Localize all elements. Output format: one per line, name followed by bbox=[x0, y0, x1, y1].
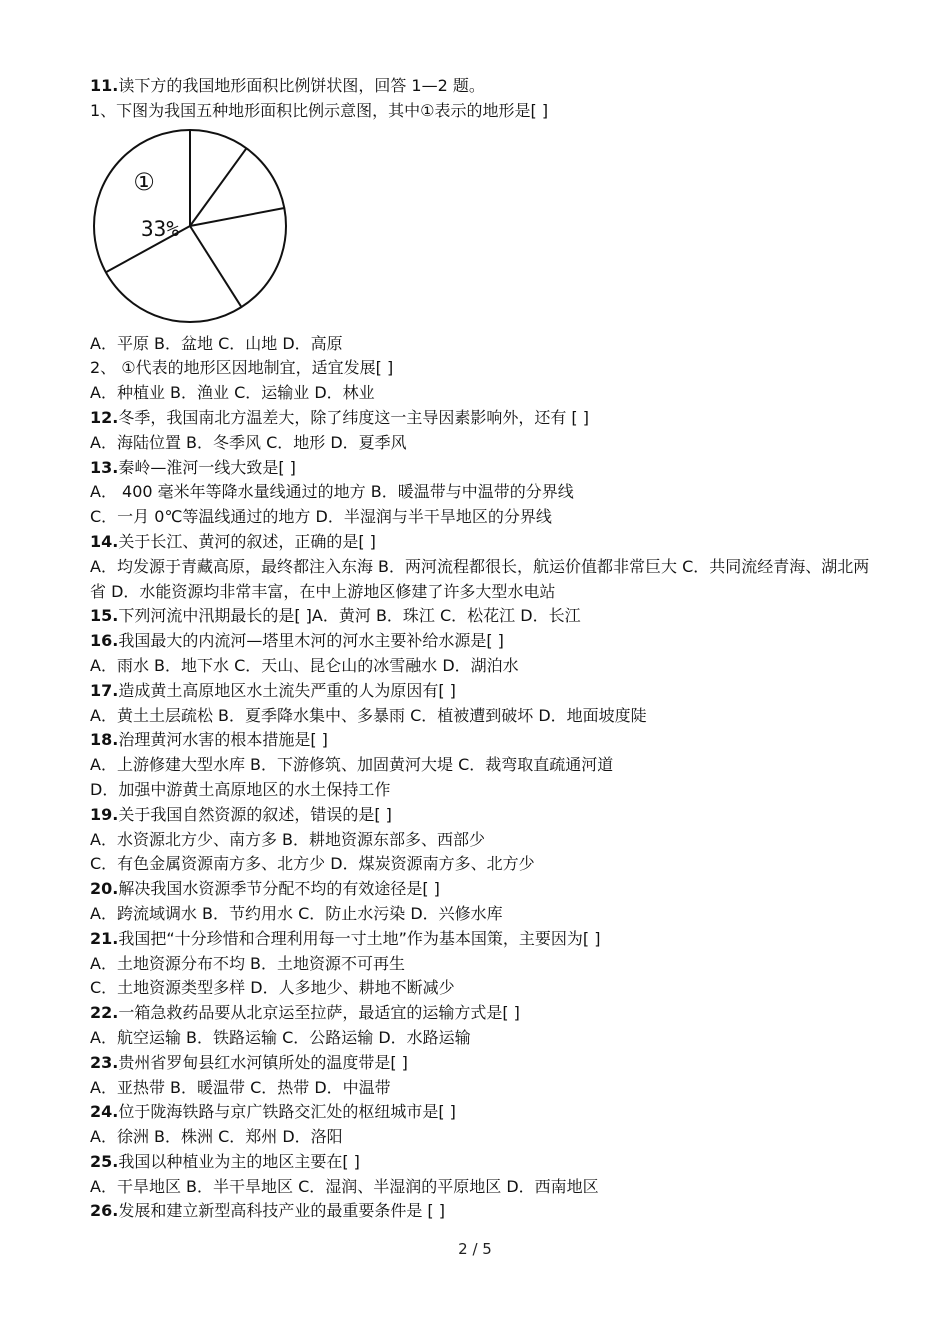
question-number: 11. bbox=[90, 76, 119, 95]
question-number: 22. bbox=[90, 1003, 119, 1023]
line-text: A．种植业 B．渔业 C．运输业 D．林业 bbox=[90, 383, 375, 403]
text-line bbox=[90, 431, 880, 456]
text-line bbox=[90, 902, 880, 927]
line-text: A．雨水 B．地下水 C．天山、昆仑山的冰雪融水 D．湖泊水 bbox=[90, 655, 519, 675]
text-line bbox=[90, 530, 880, 555]
line-text: D．加强中游黄土高原地区的水土保持工作 bbox=[90, 779, 391, 799]
text-line bbox=[90, 728, 880, 753]
text-line bbox=[90, 406, 880, 431]
line-text: C．土地资源类型多样 D．人多地少、耕地不断减少 bbox=[90, 978, 455, 998]
line-text: 我国以种植业为主的地区主要在[ ] bbox=[118, 1151, 360, 1171]
text-line bbox=[90, 629, 880, 654]
text-line bbox=[90, 99, 880, 124]
line-text: A．水资源北方少、南方多 B．耕地资源东部多、西部少 bbox=[90, 829, 486, 849]
line-text: A．干旱地区 B．半干旱地区 C．湿润、半湿润的平原地区 D．西南地区 bbox=[90, 1176, 599, 1196]
slice-label: ① bbox=[133, 167, 155, 196]
question-number: 12. bbox=[90, 407, 119, 427]
question-number: 16. bbox=[90, 631, 119, 651]
line-text: 读下方的我国地形面积比例饼状图，回答 1—2 题。 bbox=[118, 76, 485, 95]
line-text: 解决我国水资源季节分配不均的有效途径是[ ] bbox=[118, 879, 440, 899]
text-line bbox=[90, 480, 880, 505]
line-text: A．海陆位置 B．冬季风 C．地形 D．夏季风 bbox=[90, 432, 407, 452]
terrain-pie-chart bbox=[90, 128, 290, 326]
line-text: 位于陇海铁路与京广铁路交汇处的枢纽城市是[ ] bbox=[118, 1102, 456, 1122]
line-text: A．徐洲 B．株洲 C．郑州 D．洛阳 bbox=[90, 1127, 343, 1147]
line-text: 我国把“十分珍惜和合理利用每一寸土地”作为基本国策，主要因为[ ] bbox=[118, 928, 601, 948]
slice-value-label: 33% bbox=[141, 216, 179, 241]
text-line bbox=[90, 1076, 880, 1101]
line-text: A．上游修建大型水库 B．下游修筑、加固黄河大堤 C．裁弯取直疏通河道 bbox=[90, 755, 614, 775]
line-text: A．平原 B．盆地 C．山地 D．高原 bbox=[90, 333, 343, 353]
text-line bbox=[90, 1199, 880, 1224]
pie-slice-boundary bbox=[190, 208, 284, 226]
line-text: 秦岭—淮河一线大致是[ ] bbox=[118, 457, 296, 477]
question-number: 24. bbox=[90, 1102, 119, 1122]
text-line bbox=[90, 604, 880, 629]
text-line bbox=[90, 704, 880, 729]
text-line bbox=[90, 1026, 880, 1051]
question-number: 15. bbox=[90, 606, 119, 626]
pie-slice-boundary bbox=[190, 226, 241, 307]
question-number: 14. bbox=[90, 531, 119, 551]
text-line bbox=[90, 852, 880, 877]
line-text: A． 400 毫米年等降水量线通过的地方 B．暖温带与中温带的分界线 bbox=[90, 482, 574, 502]
question-lines bbox=[90, 332, 880, 1225]
question-number: 18. bbox=[90, 730, 119, 750]
line-text: 关于我国自然资源的叙述，错误的是[ ] bbox=[118, 804, 392, 824]
text-line bbox=[90, 356, 880, 381]
line-text: A．航空运输 B．铁路运输 C．公路运输 D．水路运输 bbox=[90, 1027, 471, 1047]
text-line bbox=[90, 952, 880, 977]
text-line bbox=[90, 1001, 880, 1026]
text-line bbox=[90, 505, 880, 530]
line-text: 我国最大的内流河—塔里木河的河水主要补给水源是[ ] bbox=[118, 631, 504, 651]
text-line bbox=[90, 654, 880, 679]
line-text: 贵州省罗甸县红水河镇所处的温度带是[ ] bbox=[118, 1052, 408, 1072]
question-number: 17. bbox=[90, 680, 119, 700]
text-line bbox=[90, 877, 880, 902]
text-line bbox=[90, 1150, 880, 1175]
text-line bbox=[90, 74, 880, 99]
line-text: A．黄土土层疏松 B．夏季降水集中、多暴雨 C．植被遭到破坏 D．地面坡度陡 bbox=[90, 705, 647, 725]
line-text: 2、 ①代表的地形区因地制宜，适宜发展[ ] bbox=[90, 358, 394, 378]
text-line bbox=[90, 927, 880, 952]
text-line bbox=[90, 976, 880, 1001]
line-text: C．有色金属资源南方多、北方少 D．煤炭资源南方多、北方少 bbox=[90, 854, 535, 874]
line-text: A．跨流域调水 B．节约用水 C．防止水污染 D．兴修水库 bbox=[90, 903, 503, 923]
line-text: 治理黄河水害的根本措施是[ ] bbox=[118, 730, 328, 750]
pie-slice-boundary bbox=[190, 148, 246, 226]
text-line bbox=[90, 803, 880, 828]
text-line bbox=[90, 1175, 880, 1200]
question-number: 21. bbox=[90, 928, 119, 948]
text-line bbox=[90, 778, 880, 803]
question-number: 20. bbox=[90, 879, 119, 899]
text-line bbox=[90, 555, 880, 605]
line-text: A．亚热带 B．暖温带 C．热带 D．中温带 bbox=[90, 1077, 391, 1097]
text-line bbox=[90, 1125, 880, 1150]
line-text: 造成黄土高原地区水土流失严重的人为原因有[ ] bbox=[118, 680, 456, 700]
text-line bbox=[90, 456, 880, 481]
text-line bbox=[90, 828, 880, 853]
line-text: 发展和建立新型高科技产业的最重要条件是 [ ] bbox=[118, 1201, 446, 1221]
page-number: 2 / 5 bbox=[458, 1240, 492, 1258]
text-line bbox=[90, 1100, 880, 1125]
question-number: 26. bbox=[90, 1201, 119, 1221]
line-text: C．一月 0℃等温线通过的地方 D．半湿润与半干旱地区的分界线 bbox=[90, 507, 552, 527]
line-text: 冬季，我国南北方温差大，除了纬度这一主导因素影响外，还有 [ ] bbox=[118, 407, 590, 427]
question-number: 23. bbox=[90, 1052, 119, 1072]
question-number: 25. bbox=[90, 1151, 119, 1171]
document-body bbox=[90, 74, 880, 1224]
text-line bbox=[90, 381, 880, 406]
line-text: A．均发源于青藏高原，最终都注入东海 B．两河流程都很长，航运价值都非常巨大 C．共同流经青海、湖北两省 D．水能资源均非常丰富，在中上游地区修建了许多大型水电站 bbox=[90, 556, 870, 601]
question-number: 19. bbox=[90, 804, 119, 824]
line-text: 下列河流中汛期最长的是[ ]A．黄河 B．珠江 C．松花江 D．长江 bbox=[118, 606, 581, 626]
line-text: 一箱急救药品要从北京运至拉萨，最适宜的运输方式是[ ] bbox=[118, 1003, 520, 1023]
pie-svg bbox=[90, 128, 290, 326]
line-text: 关于长江、黄河的叙述，正确的是[ ] bbox=[118, 531, 376, 551]
line-text: 1、下图为我国五种地形面积比例示意图，其中①表示的地形是[ ] bbox=[90, 100, 549, 120]
question-header-lines bbox=[90, 74, 880, 124]
text-line bbox=[90, 679, 880, 704]
line-text: A．土地资源分布不均 B．土地资源不可再生 bbox=[90, 953, 406, 973]
text-line bbox=[90, 753, 880, 778]
question-number: 13. bbox=[90, 457, 119, 477]
text-line bbox=[90, 1051, 880, 1076]
text-line bbox=[90, 332, 880, 357]
